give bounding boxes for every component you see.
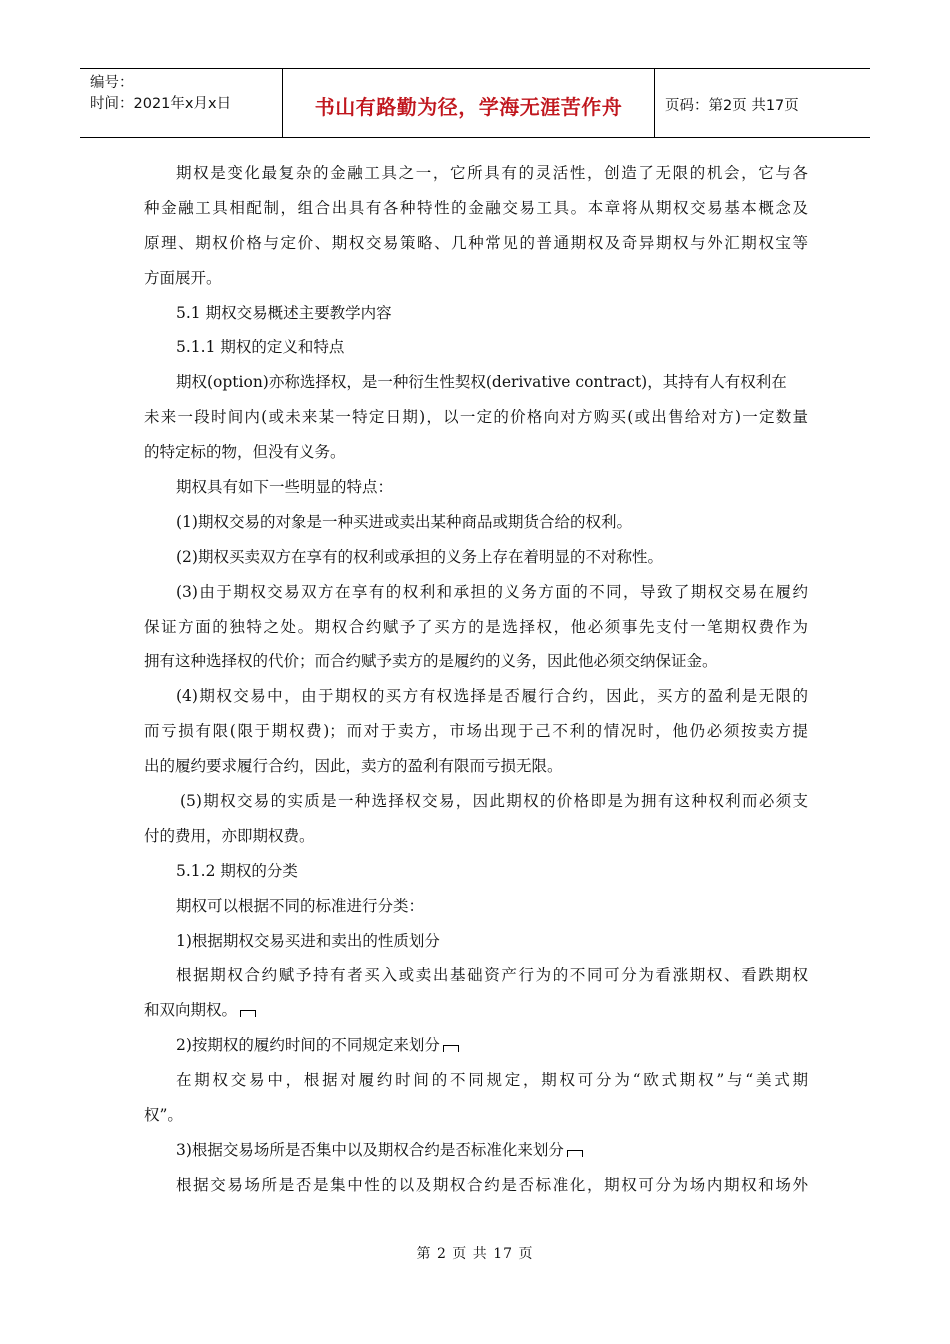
list-item: (5)期权交易的实质是一种选择权交易，因此期权的价格即是为拥有这种权利而必须支 xyxy=(180,792,808,811)
code-label: 编号： xyxy=(90,75,134,91)
subsection-heading: 5.1.1 期权的定义和特点 xyxy=(176,338,345,357)
list-item: (3)由于期权交易双方在享有的权利和承担的义务方面的不同，导致了期权交易在履约 xyxy=(176,582,808,601)
document-header xyxy=(80,68,870,138)
edit-mark-icon xyxy=(443,1045,459,1052)
paragraph-line: 付的费用，亦即期权费。 xyxy=(144,826,315,845)
header-motto-cell xyxy=(283,69,655,137)
list-item: 1)根据期权交易买进和卖出的性质划分 xyxy=(176,931,440,950)
list-item: (2)期权买卖双方在享有的权利或承担的义务上存在着明显的不对称性。 xyxy=(176,547,663,566)
paragraph-line: 权”。 xyxy=(144,1106,183,1125)
paragraph-line: 而亏损有限(限于期权费)；而对于卖方，市场出现于己不利的情况时，他仍必须按卖方提 xyxy=(144,722,808,741)
edit-mark-icon xyxy=(567,1150,583,1157)
page-footer xyxy=(0,1243,950,1263)
paragraph-line: 未来一段时间内(或未来某一特定日期)，以一定的价格向对方购买(或出售给对方)一定数量 xyxy=(144,408,808,427)
list-item-text: 3)根据交易场所是否集中以及期权合约是否标准化来划分 xyxy=(176,1140,564,1159)
section-heading: 5.1 期权交易概述主要教学内容 xyxy=(176,303,392,322)
paragraph-line: 期权是变化最复杂的金融工具之一，它所具有的灵活性，创造了无限的机会，它与各 xyxy=(176,164,808,182)
paragraph-text: 和双向期权。 xyxy=(144,1001,238,1020)
document-body xyxy=(144,156,808,1203)
paragraph-line: 种金融工具相配制，组合出具有各种特性的金融交易工具。本章将从期权交易基本概念及 xyxy=(144,198,808,217)
list-item-with-mark xyxy=(144,1028,808,1063)
motto-text: 书山有路勤为径，学海无涯苦作舟 xyxy=(314,94,623,119)
subsection-heading: 5.1.2 期权的分类 xyxy=(176,861,298,880)
list-item-with-mark xyxy=(144,1133,808,1168)
date-label: 时间：2021年x月x日 xyxy=(90,96,232,112)
edit-mark-icon xyxy=(240,1010,256,1017)
paragraph-line: 根据期权合约赋予持有者买入或卖出基础资产行为的不同可分为看涨期权、看跌期权 xyxy=(176,966,808,985)
paragraph-line: 方面展开。 xyxy=(144,268,222,287)
page-label: 页码：第2页 共17页 xyxy=(665,97,799,114)
paragraph-line-with-mark xyxy=(144,993,808,1028)
paragraph-line: 拥有这种选择权的代价；而合约赋予卖方的是履约的义务，因此他必须交纳保证金。 xyxy=(144,652,718,671)
list-item-text: 2)按期权的履约时间的不同规定来划分 xyxy=(176,1036,440,1055)
list-item: (4)期权交易中，由于期权的买方有权选择是否履行合约，因此，买方的盈利是无限的 xyxy=(176,687,808,706)
header-page-cell xyxy=(655,69,870,137)
header-meta-cell xyxy=(80,69,283,137)
paragraph-line: 的特定标的物，但没有义务。 xyxy=(144,443,346,462)
footer-page-number: 第 2 页 共 17 页 xyxy=(416,1246,534,1262)
paragraph-line: 期权(option)亦称选择权，是一种衍生性契权(derivative contract)，其持有人有权利在 xyxy=(176,373,787,392)
paragraph-line: 原理、期权价格与定价、期权交易策略、几种常见的普通期权及奇异期权与外汇期权宝等 xyxy=(144,233,808,252)
paragraph-line: 保证方面的独特之处。期权合约赋予了买方的是选择权，他必须事先支付一笔期权费作为 xyxy=(144,617,808,636)
paragraph-line: 出的履约要求履行合约，因此，卖方的盈利有限而亏损无限。 xyxy=(144,757,563,776)
paragraph-line: 期权具有如下一些明显的特点： xyxy=(176,478,394,497)
paragraph-line: 根据交易场所是否是集中性的以及期权合约是否标准化，期权可分为场内期权和场外 xyxy=(176,1175,808,1194)
paragraph-line: 期权可以根据不同的标准进行分类： xyxy=(176,896,425,915)
paragraph-line: 在期权交易中，根据对履约时间的不同规定，期权可分为“欧式期权”与“美式期 xyxy=(176,1071,808,1090)
list-item: (1)期权交易的对象是一种买进或卖出某种商品或期货合给的权利。 xyxy=(176,512,632,531)
